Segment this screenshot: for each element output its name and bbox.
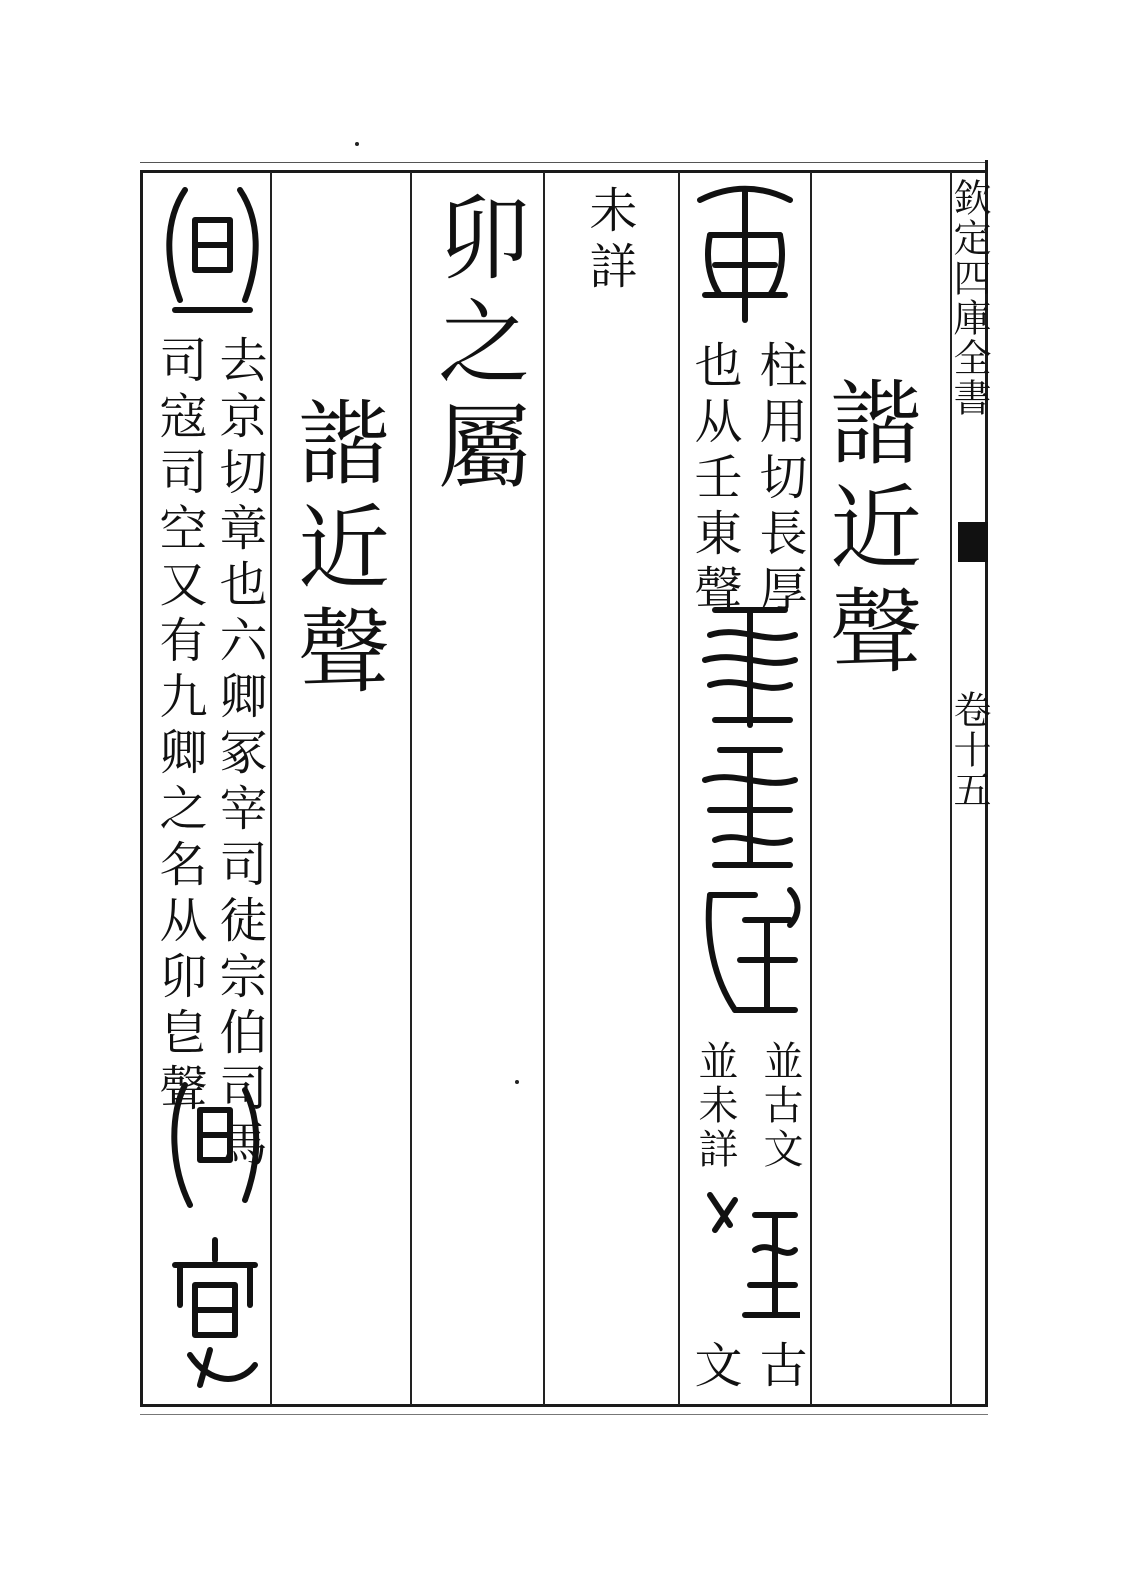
annotation-right: 去京切章也六卿冢宰司徒宗伯司馬 [211,335,267,1175]
entry-heading: 諧近聲 [815,375,922,687]
volume-label: 卷十五 [947,690,991,810]
entry-heading: 諧近聲 [283,395,390,707]
column-divider [410,172,412,1405]
frame-bottom-rule [140,1404,988,1407]
fishtail-mark [958,522,988,562]
frame-top-rule [140,170,988,173]
column-divider [270,172,272,1405]
frame-bottom-thin-rule [140,1414,988,1415]
frame-left-rule [140,170,143,1407]
bottom-char-right: 古 [751,1340,807,1396]
seal-caption-right: 並古文 [757,1040,803,1172]
seal-glyph-ancient [700,1185,800,1325]
frame-top-thin-rule [140,162,988,163]
annotation-left: 也从壬東聲 [686,340,742,620]
annotation-right: 柱用切長厚 [751,340,807,620]
book-title: 欽定四庫全書 [947,178,991,418]
seal-glyph-qing [155,180,270,320]
annotation-left: 司寇司空又有九卿之名从卯皀聲 [151,335,207,1119]
seal-glyph-variant-3 [695,880,805,1020]
ink-speck [515,1080,519,1084]
column-divider [810,172,812,1405]
seal-glyph-qing-ancient [160,1235,270,1395]
top-note: 未詳 [581,185,637,297]
seal-glyph-main [690,180,800,330]
seal-glyph-qing-variant [160,1075,270,1215]
ink-speck [355,142,359,146]
section-heading: 卯之屬 [423,190,530,502]
bottom-char-left: 文 [686,1340,742,1396]
seal-glyph-variant-1 [695,595,805,735]
column-divider [678,172,680,1405]
seal-glyph-variant-2 [695,740,805,875]
column-divider [543,172,545,1405]
seal-caption-left: 並未詳 [692,1040,738,1172]
